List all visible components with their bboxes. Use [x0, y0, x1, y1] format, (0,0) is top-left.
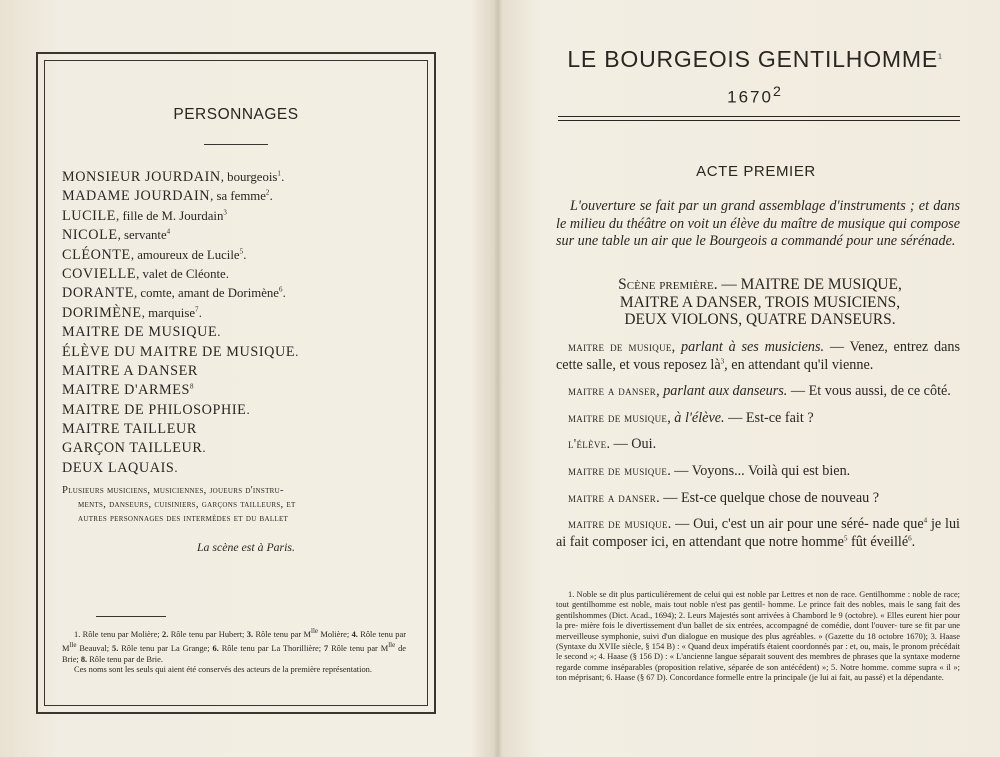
scene-location: La scène est à Paris.	[197, 540, 295, 554]
scene-label: Scène première.	[618, 276, 718, 293]
play-footnotes: 1. Noble se dit plus particulièrement de celui qui est noble par Lettres et non de race. Gentilhomme : noble de race; tout gentilhomme est noble, mais tout noble n'est pas gentil- homme. Le prince fait des nobles, mais le sang fait des gentilshommes (Dict. Acad., 1694); 2. Leurs Majestés sont arrivées à Chambord le 9 (octobre). « Elles eurent hier pour la pre- mière fois le divertissement d'un ballet de six entrées, accompagné de comédie, dont l'ouver- ture se fit par une merveilleuse symphonie, suivi d'un dialogue en musique des plus agréables. » (Gazette du 18 octobre 1670); 3. Haase (Syntaxe du XVIIe siècle, § 154 B) : « Quand deux impératifs étaient coordonnés par : et, ou, mais, le pronom précédait le second »; 4. Haase (§ 156 D) : « L'ancienne langue séparait souvent des membres de phrases que la syntaxe moderne regarde comme inséparables (proposition relative, séparée de son antécédent) »; 5. Notre homme. comme supra « il »; ton méprisant; 6. Haase (§ 67 D). Concordance formelle entre la principale (je lui ai fait, au passé) et la dépendante.	[556, 590, 960, 683]
cast-member: ÉLÈVE DU MAITRE DE MUSIQUE.	[62, 343, 299, 360]
dialogue-line: maitre de musique, parlant à ses musiciens. — Venez, entrez dans cette salle, et vous reposez $là^3$, en attendant qu'il vienne.	[556, 339, 961, 373]
stage-direction: L'ouverture se fait par un grand assemblage d'instruments ; et dans le milieu du théâtre on voit un élève du maître de musique qui compose sur une table un air que le Bourgeois a commandé pour une sérénade.	[556, 198, 960, 250]
other-characters	[62, 484, 406, 526]
title-rule-bottom	[558, 120, 960, 121]
cast-list	[62, 168, 422, 478]
cast-member: DORANTE, comte, amant de Dorimène$^6$.	[62, 285, 286, 302]
cast-member: NICOLE, servante$^4$	[62, 227, 171, 244]
cast-member: MADAME JOURDAIN, sa femme$^2$.	[62, 188, 273, 205]
dialogue	[556, 338, 960, 559]
others-line-1: Plusieurs musiciens, musiciennes, joueurs d'instru-	[62, 485, 284, 496]
cast-member: MONSIEUR JOURDAIN, bourgeois$^1$.	[62, 169, 285, 185]
cast-member: CLÉONTE, amoureux de Lucile$^5$.	[62, 246, 247, 263]
play-year: 1670$^2$	[727, 84, 783, 107]
cast-member: MAITRE DE MUSIQUE.	[62, 324, 221, 341]
footnote-note: Ces noms sont les seuls qui aient été conservés des acteurs de la première représentation.	[74, 665, 372, 675]
cast-member: MAITRE DE PHILOSOPHIE.	[62, 401, 250, 418]
title-rule	[204, 144, 268, 145]
cast-member: GARÇON TAILLEUR.	[62, 440, 206, 457]
cast-member: LUCILE, fille de M. Jourdain$^3$	[62, 207, 228, 224]
cast-frame	[36, 52, 436, 714]
footnote-roles: 1. Rôle tenu par Molière; 2. Rôle tenu par Hubert; 3. Rôle tenu par $M^{lle}$ Molière; 4. Rôle tenu par $M^{lle}$ Beauval; 5. Rôle tenu par La Grange; 6. Rôle tenu par La Thorillière; 7 Rôle tenu par $M^{lle}$ de Brie; 8. Rôle tenu par de Brie.	[62, 627, 406, 664]
book-gutter	[494, 0, 502, 757]
cast-member: MAITRE D'ARMES$^8$	[62, 382, 194, 399]
cast-member: MAITRE A DANSER	[62, 362, 198, 379]
footnote-rule	[96, 616, 166, 617]
cast-footnotes	[62, 626, 406, 676]
others-line-3: autres personnages des intermèdes et du ballet	[78, 513, 289, 524]
dialogue-line: l'élève. — Oui.	[568, 436, 657, 453]
cast-member: MAITRE TAILLEUR	[62, 421, 197, 438]
dialogue-line: maitre de musique. — Oui, c'est un air pour une séré- nade que$^4$ je lui ai fait composer ici, en attendant que notre homme$^5$ fût éveillé$^6$.	[556, 516, 960, 550]
dialogue-line: maitre de musique, à l'élève. — Est-ce fait ?	[568, 409, 814, 426]
cast-member: COVIELLE, valet de Cléonte.	[62, 265, 229, 282]
dialogue-line: maitre a danser. — Est-ce quelque chose de nouveau ?	[568, 489, 880, 506]
play-title: LE BOURGEOIS GENTILHOMME$^1$	[567, 46, 943, 72]
act-heading: ACTE PREMIER	[696, 163, 816, 180]
others-line-2: ments, danseurs, cuisiniers, garçons tailleurs, et	[78, 499, 296, 510]
cast-member: DORIMÈNE, marquise$^7$.	[62, 304, 202, 321]
scene-heading: Scène première. — MAITRE DE MUSIQUE, MAITRE A DANSER, TROIS MUSICIENS, DEUX VIOLONS, QUATRE DANSEURS.	[618, 276, 902, 329]
title-rule-top	[558, 116, 960, 117]
dialogue-line: maitre a danser, parlant aux danseurs. — Et vous aussi, de ce côté.	[568, 383, 951, 400]
cast-member: DEUX LAQUAIS.	[62, 459, 178, 476]
dialogue-line: maitre de musique. — Voyons... Voilà qui est bien.	[568, 462, 851, 479]
cast-title: PERSONNAGES	[173, 106, 299, 123]
